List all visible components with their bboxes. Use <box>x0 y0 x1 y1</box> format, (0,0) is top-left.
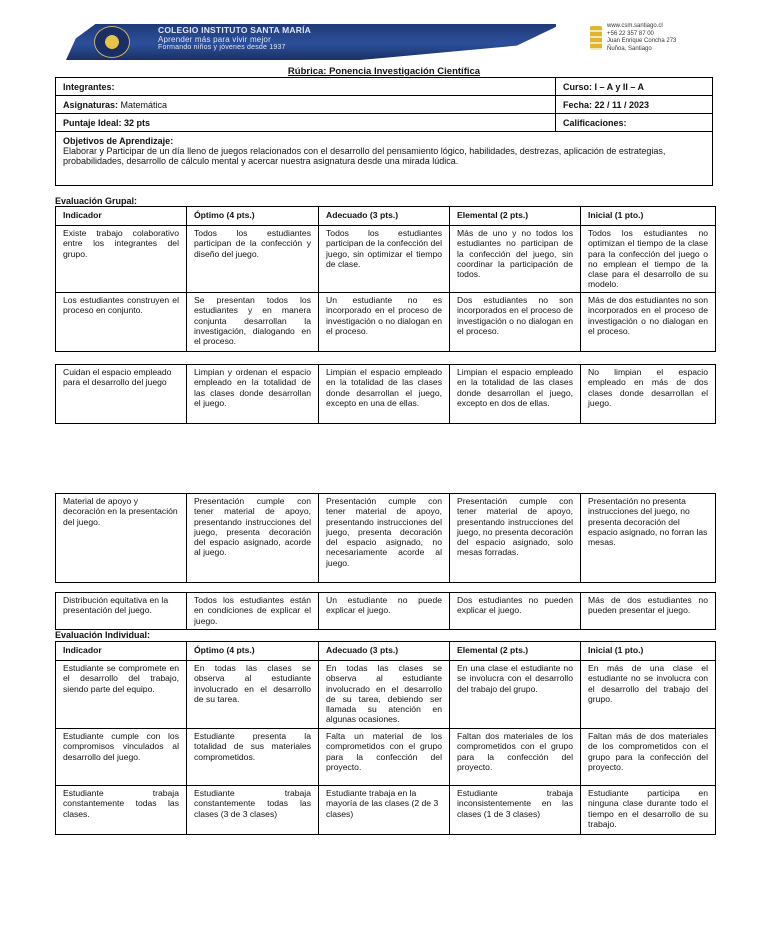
table-row <box>56 226 716 293</box>
adecuado-cell: Todos los estudiantes participan de la confección del juego, sin optimizar el tiempo de clase. <box>319 226 450 293</box>
adecuado-cell: Falta un material de los comprometidos con el grupo para la confección del proyecto. <box>319 729 450 786</box>
grupal-section-title: Evaluación Grupal: <box>55 196 138 206</box>
curso-field: Curso: I – A y II – A <box>556 78 713 96</box>
indicador-cell: Existe trabajo colaborativo entre los integrantes del grupo. <box>56 226 187 293</box>
optimo-cell: Todos los estudiantes participan de la confección y diseño del juego. <box>187 226 319 293</box>
school-crest-icon <box>94 26 130 58</box>
header-optimo: Óptimo (4 pts.) <box>187 642 319 661</box>
document-title: Rúbrica: Ponencia Investigación Científica <box>287 66 481 77</box>
table-row <box>56 661 716 729</box>
header-elemental: Elemental (2 pts.) <box>450 642 581 661</box>
grupal-table-part-4 <box>55 592 716 630</box>
calificaciones-field: Calificaciones: <box>556 114 713 132</box>
info-table <box>55 77 713 186</box>
optimo-cell: Estudiante trabaja constantemente todas las clases (3 de 3 clases) <box>187 786 319 835</box>
banner-line-1: COLEGIO INSTITUTO SANTA MARÍA <box>158 25 311 35</box>
individual-header-row <box>56 642 716 661</box>
inicial-cell: Faltan más de dos materiales de los comprometidos con el grupo para la confección del proyecto. <box>581 729 716 786</box>
elemental-cell: Limpian el espacio empleado en la totalidad de las clases donde desarrollan el juego, excepto en dos de ellas. <box>450 365 581 424</box>
fecha-field: Fecha: 22 / 11 / 2023 <box>556 96 713 114</box>
adecuado-cell: Presentación cumple con tener material de apoyo, presentando instrucciones del juego, presenta decoración del espacio asignado, no necesariamente acorde al juego. <box>319 494 450 583</box>
header-inicial: Inicial (1 pto.) <box>581 642 716 661</box>
table-row <box>56 293 716 352</box>
header-adecuado: Adecuado (3 pts.) <box>319 642 450 661</box>
table-row <box>56 593 716 630</box>
contact-web: www.csm.santiago.cl <box>607 23 663 29</box>
indicador-cell: Los estudiantes construyen el proceso en conjunto. <box>56 293 187 352</box>
elemental-cell: Dos estudiantes no pueden explicar el juego. <box>450 593 581 630</box>
objetivos-cell <box>56 132 713 186</box>
elemental-cell: Faltan dos materiales de los comprometidos con el grupo para la confección del proyecto. <box>450 729 581 786</box>
grupal-table-part-2 <box>55 364 716 424</box>
asignaturas-field <box>56 96 556 114</box>
contact-city: Ñuñoa, Santiago <box>607 45 652 52</box>
header-elemental: Elemental (2 pts.) <box>450 207 581 226</box>
elemental-cell: En una clase el estudiante no se involucra con el desarrollo del trabajo del grupo. <box>450 661 581 729</box>
header-adecuado: Adecuado (3 pts.) <box>319 207 450 226</box>
inicial-cell: En más de una clase el estudiante no se involucra con el desarrollo del trabajo del grupo. <box>581 661 716 729</box>
header-inicial: Inicial (1 pto.) <box>581 207 716 226</box>
adecuado-cell: Limpian el espacio empleado en la totalidad de las clases donde desarrollan el juego, excepto en una de ellas. <box>319 365 450 424</box>
school-contact <box>607 23 676 53</box>
individual-section-title: Evaluación Individual: <box>55 630 151 640</box>
optimo-cell: Todos los estudiantes están en condiciones de explicar el juego. <box>187 593 319 630</box>
optimo-cell: Presentación cumple con tener material de apoyo, presentando instrucciones del juego, presenta decoración del espacio asignado, acorde al juego. <box>187 494 319 583</box>
inicial-cell: Más de dos estudiantes no son incorporados en el proceso de investigación o no dialogan en el proceso. <box>581 293 716 352</box>
header-indicador: Indicador <box>56 207 187 226</box>
elemental-cell: Presentación cumple con tener material de apoyo, presentando instrucciones del juego, no presenta decoración del espacio asignado, solo mesas forradas. <box>450 494 581 583</box>
indicador-cell: Distribución equitativa en la presentación del juego. <box>56 593 187 630</box>
individual-table <box>55 641 716 835</box>
inicial-cell: Todos los estudiantes no optimizan el tiempo de la clase para la confección del juego o no emplean el tiempo de la clase para el desarrollo de su modelo. <box>581 226 716 293</box>
adecuado-cell: En todas las clases se observa al estudiante involucrado en el desarrollo de su tarea, debiendo ser llamada su atención en algunas ocasiones. <box>319 661 450 729</box>
table-row <box>56 494 716 583</box>
integrantes-field: Integrantes: <box>56 78 556 96</box>
asignaturas-value: Matemática <box>118 99 168 110</box>
adecuado-cell: Un estudiante no puede explicar el juego. <box>319 593 450 630</box>
contact-phone: +56 22 357 87 00 <box>607 30 654 37</box>
table-row <box>56 786 716 835</box>
banner-line-3: Formando niños y jóvenes desde 1937 <box>158 44 286 51</box>
table-row <box>56 729 716 786</box>
header-optimo: Óptimo (4 pts.) <box>187 207 319 226</box>
elemental-cell: Más de uno y no todos los estudiantes no participan de la confección del juego, sin coordinar la participación de todos. <box>450 226 581 293</box>
grupal-header-row <box>56 207 716 226</box>
objetivos-label: Objetivos de Aprendizaje: <box>63 136 174 146</box>
elemental-cell: Dos estudiantes no son incorporados en el proceso de investigación o no dialogan en el proceso. <box>450 293 581 352</box>
indicador-cell: Estudiante cumple con los compromisos vinculados al desarrollo del juego. <box>56 729 187 786</box>
banner-background <box>66 24 556 60</box>
optimo-cell: En todas las clases se observa al estudiante involucrado en el desarrollo de su tarea. <box>187 661 319 729</box>
school-logo-icon <box>590 26 602 50</box>
optimo-cell: Se presentan todos los estudiantes y en manera conjunta desarrollan la investigación, dialogando en el proceso. <box>187 293 319 352</box>
elemental-cell: Estudiante trabaja inconsistentemente en las clases (1 de 3 clases) <box>450 786 581 835</box>
adecuado-cell: Un estudiante no es incorporado en el proceso de investigación o no dialogan en el proceso. <box>319 293 450 352</box>
asignaturas-label: Asignaturas: <box>63 99 119 110</box>
inicial-cell: Más de dos estudiantes no pueden presentar el juego. <box>581 593 716 630</box>
inicial-cell: No limpian el espacio empleado en más de dos clases donde desarrollan el juego. <box>581 365 716 424</box>
banner-line-2: Aprender más para vivir mejor <box>158 35 271 44</box>
indicador-cell: Estudiante trabaja constantemente todas las clases. <box>56 786 187 835</box>
objetivos-text: Elaborar y Participar de un día lleno de juegos relacionados con el desarrollo del pensamiento lógico, habilidades, destrezas, aplicación de estrategias, probabilidades, desarrollo de cálculo mental y acercar nuestra asignatura desde una mirada lúdica. <box>63 146 666 166</box>
adecuado-cell: Estudiante trabaja en la mayoría de las clases (2 de 3 clases) <box>319 786 450 835</box>
contact-address: Juan Enrique Concha 273 <box>607 38 677 44</box>
optimo-cell: Limpian y ordenan el espacio empleado en la totalidad de las clases donde desarrollan el juego. <box>187 365 319 424</box>
inicial-cell: Estudiante participa en ninguna clase durante todo el tiempo en el desarrollo de su trabajo. <box>581 786 716 835</box>
indicador-cell: Material de apoyo y decoración en la presentación del juego. <box>56 494 187 583</box>
indicador-cell: Estudiante se compromete en el desarrollo del trabajo, siendo parte del equipo. <box>56 661 187 729</box>
indicador-cell: Cuidan el espacio empleado para el desarrollo del juego <box>56 365 187 424</box>
header-indicador: Indicador <box>56 642 187 661</box>
puntaje-field: Puntaje Ideal: 32 pts <box>56 114 556 132</box>
grupal-table-part-1 <box>55 206 716 352</box>
table-row <box>56 365 716 424</box>
grupal-table-part-3 <box>55 493 716 583</box>
optimo-cell: Estudiante presenta la totalidad de sus materiales comprometidos. <box>187 729 319 786</box>
school-banner <box>66 24 556 60</box>
inicial-cell: Presentación no presenta instrucciones del juego, no presenta decoración del espacio asignado, no forran las mesas. <box>581 494 716 583</box>
